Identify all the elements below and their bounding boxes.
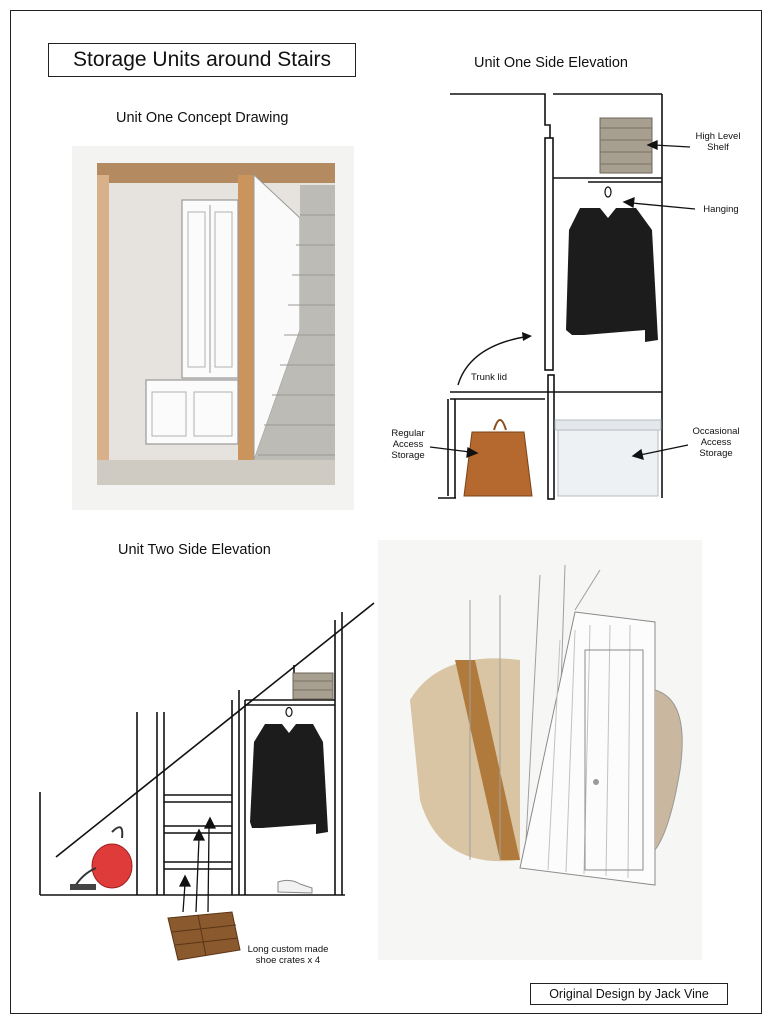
jacket-icon — [566, 187, 658, 342]
tote-bag-icon — [464, 420, 532, 496]
label-high-level-shelf: High Level Shelf — [695, 131, 741, 153]
vacuum-cleaner-icon — [70, 827, 132, 890]
sneaker-icon — [278, 880, 312, 893]
unit-one-concept-heading: Unit One Concept Drawing — [116, 110, 289, 126]
basket-icon — [600, 118, 652, 173]
unit-two-elevation-drawing — [40, 603, 374, 895]
label-shoe-crates: Long custom made shoe crates x 4 — [247, 944, 329, 966]
unit-one-concept-image — [72, 146, 354, 510]
unit-two-elevation-heading: Unit Two Side Elevation — [118, 542, 271, 558]
page-title: Storage Units around Stairs — [48, 43, 356, 77]
crate-arrows — [180, 818, 215, 912]
label-regular-access: Regular Access Storage — [391, 428, 425, 461]
design-credit: Original Design by Jack Vine — [530, 983, 728, 1005]
basket-icon — [293, 673, 333, 699]
label-trunk-lid: Trunk lid — [470, 372, 508, 383]
wooden-crate-icon — [168, 912, 240, 960]
label-hanging: Hanging — [703, 204, 739, 215]
jacket-icon — [250, 708, 328, 835]
unit-one-elevation-heading: Unit One Side Elevation — [474, 55, 628, 71]
label-occasional-access: Occasional Access Storage — [692, 426, 740, 459]
storage-box-icon — [555, 420, 661, 496]
unit-two-concept-image — [378, 540, 702, 960]
